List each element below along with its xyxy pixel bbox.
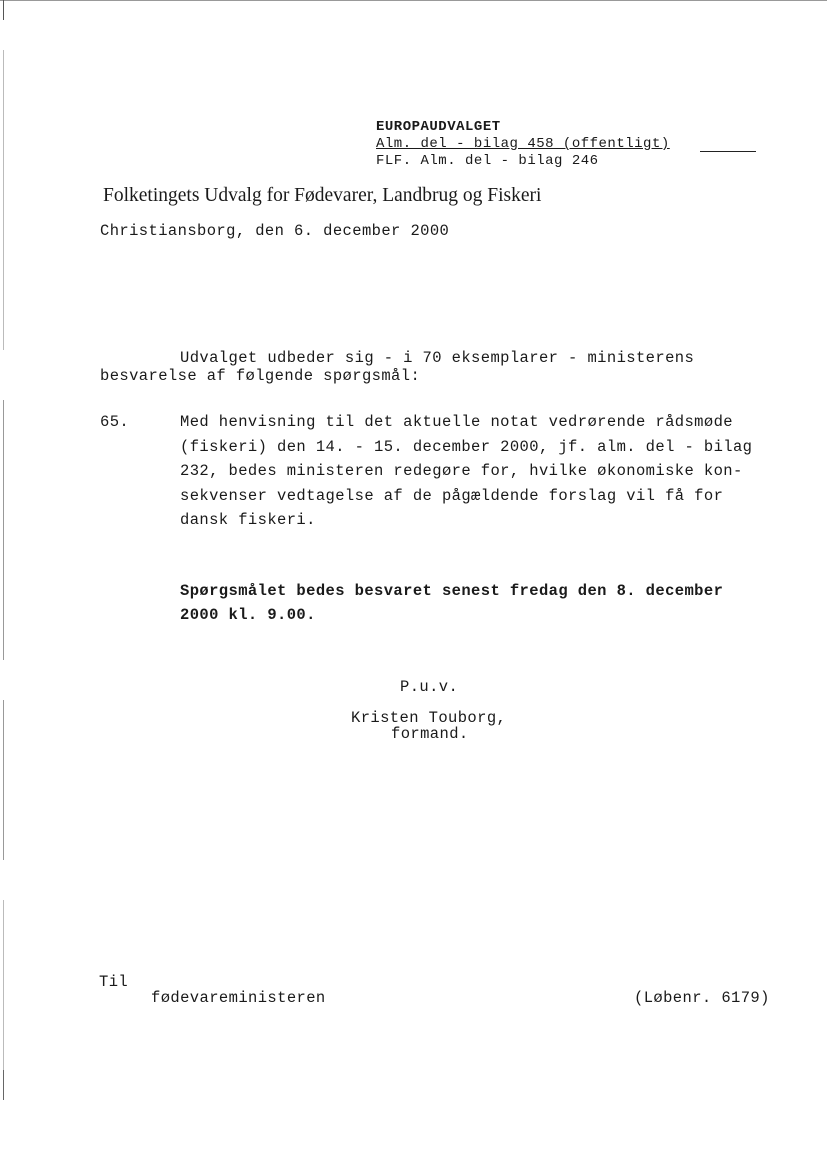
serial-number: (Løbenr. 6179) <box>634 989 770 1007</box>
signature-name: Kristen Touborg, <box>351 709 507 727</box>
scan-top-line <box>0 0 827 1</box>
committee-title: Folketingets Udvalg for Fødevarer, Landbrug og Fiskeri <box>103 185 542 206</box>
scan-left-edge-mark <box>3 50 4 350</box>
scan-left-edge-mark <box>3 700 4 860</box>
intro-line-2: besvarelse af følgende spørgsmål: <box>100 367 421 385</box>
scan-left-edge-mark <box>3 900 4 1080</box>
deadline-line-1: Spørgsmålet bedes besvaret senest fredag den 8. december <box>180 582 724 600</box>
intro-line-1: Udvalget udbeder sig - i 70 eksemplarer - ministerens <box>180 349 695 367</box>
header-line-2: Alm. del - bilag 458 (offentligt) <box>376 136 670 152</box>
scan-left-edge-mark <box>3 0 4 20</box>
scan-left-edge-mark <box>3 1070 4 1100</box>
recipient-name: fødevareministeren <box>151 989 326 1007</box>
recipient-to: Til <box>99 973 129 991</box>
scan-left-edge-mark <box>3 400 4 660</box>
question-line: dansk fiskeri. <box>180 511 316 529</box>
question-line: sekvenser vedtagelse af de pågældende forslag vil få for <box>180 486 724 505</box>
deadline-line-2: 2000 kl. 9.00. <box>180 606 316 624</box>
question-line: Med henvisning til det aktuelle notat vedrørende rådsmøde <box>180 413 733 431</box>
header-line-1: EUROPAUDVALGET <box>376 119 501 135</box>
signature-puv: P.u.v. <box>400 678 459 696</box>
question-line: 232, bedes ministeren redegøre for, hvilke økonomiske kon- <box>180 462 743 480</box>
question-line: (fiskeri) den 14. - 15. december 2000, jf. alm. del - bilag <box>180 437 753 456</box>
place-date: Christiansborg, den 6. december 2000 <box>100 222 450 240</box>
header-line-3: FLF. Alm. del - bilag 246 <box>376 153 599 169</box>
header-underline-extension <box>700 151 756 152</box>
signature-title: formand. <box>391 725 469 743</box>
question-number: 65. <box>100 413 130 431</box>
